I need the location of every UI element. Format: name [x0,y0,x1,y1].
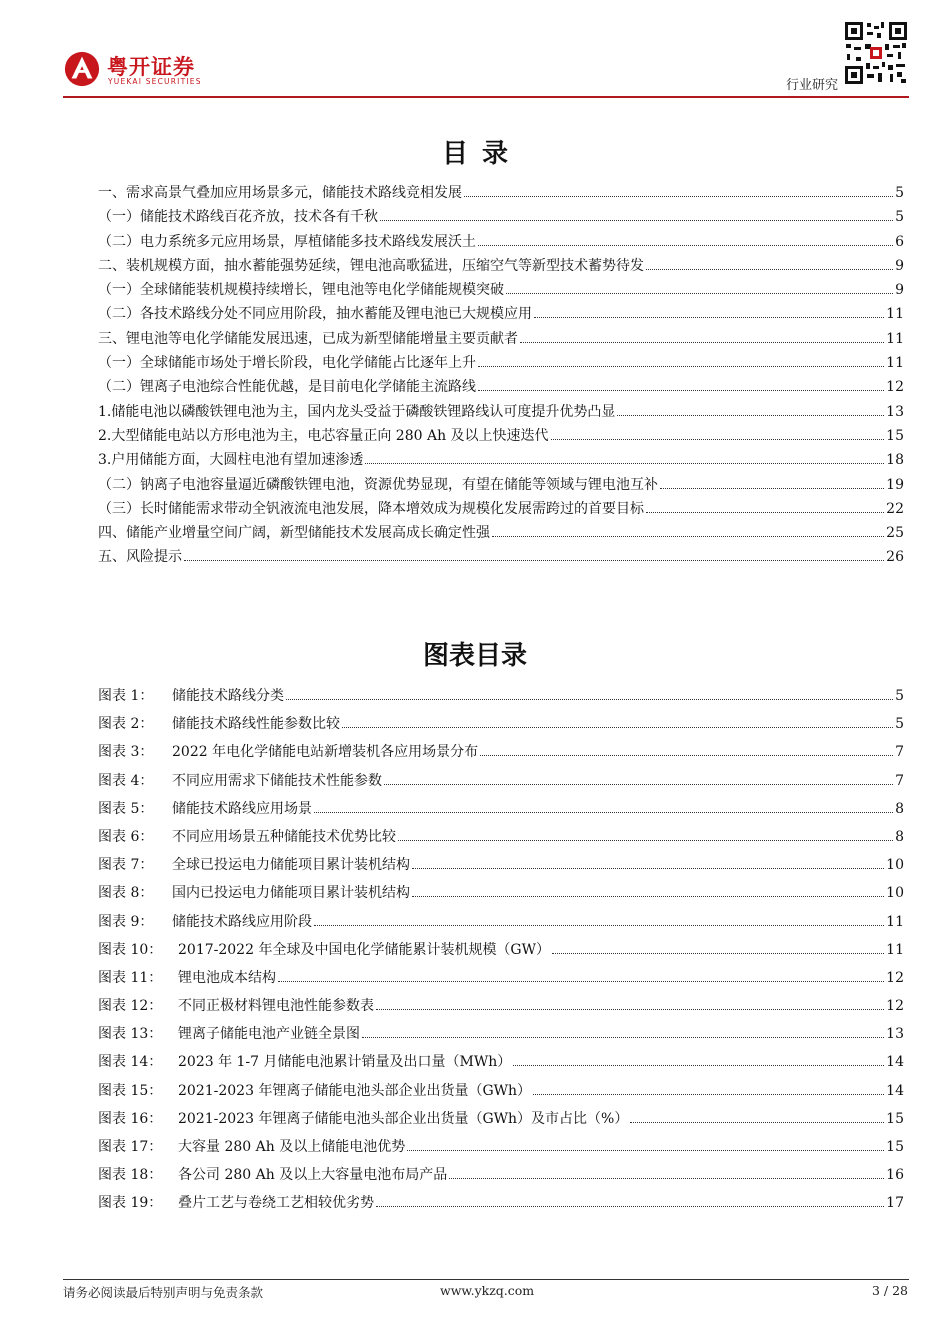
figure-list [98,686,904,1222]
figure-page: 8 [895,828,904,845]
figure-label: 2021-2023 年锂离子储能电池头部企业出货量（GWh）及市占比（%） [178,1110,629,1127]
figure-label: 不同应用场景五种储能技术优势比较 [172,828,396,845]
dot-leader [478,365,884,367]
toc-entry-label: 2.大型储能电站以方形电池为主，电芯容量正向 280 Ah 及以上快速迭代 [98,427,549,444]
toc-entry-page: 11 [886,306,904,323]
toc-entry-page: 22 [886,500,904,517]
figure-entry[interactable] [98,912,904,940]
dot-leader [362,1036,884,1038]
toc-entry[interactable] [98,329,904,353]
dot-leader [492,535,884,537]
toc-entry-page: 25 [886,525,904,542]
toc-entry[interactable] [98,450,904,474]
page-header [0,0,950,100]
toc-entry-page: 19 [886,476,904,493]
toc-entry[interactable] [98,377,904,401]
toc-entry-label: （三）长时储能需求带动全钒液流电池发展，降本增效成为规模化发展需跨过的首要目标 [98,500,644,517]
figure-page: 10 [886,857,904,874]
figure-entry[interactable] [98,1109,904,1137]
figure-page: 15 [886,1139,904,1155]
figure-page: 5 [895,688,904,704]
figure-label: 2021-2023 年锂离子储能电池头部企业出货量（GWh） [178,1082,532,1099]
toc-entry-label: （一）储能技术路线百花齐放，技术各有千秋 [98,209,378,226]
figure-number: 图表 6： [98,828,154,845]
figure-label: 不同正极材料锂电池性能参数表 [178,998,374,1015]
footer-disclaimer[interactable]: 请务必阅读最后特别声明与免责条款 [63,1285,264,1300]
figure-entry[interactable] [98,686,904,714]
dot-leader [478,244,893,246]
figure-page: 12 [886,998,904,1015]
toc-entry[interactable] [98,402,904,426]
figure-entry[interactable] [98,1137,904,1165]
figure-entry[interactable] [98,742,904,770]
toc-entry-page: 5 [895,185,904,201]
dot-leader [449,1177,884,1179]
figure-number: 图表 1： [98,688,154,704]
footer-divider [63,1279,909,1280]
dot-leader [646,268,893,270]
figure-number: 图表 18： [98,1167,163,1184]
figure-number: 图表 4： [98,772,154,789]
figure-number: 图表 9： [98,913,154,930]
figure-page: 7 [895,744,904,761]
figure-page: 14 [886,1054,904,1071]
figure-label: 储能技术路线分类 [172,688,284,704]
toc-entry[interactable] [98,183,904,207]
figure-number: 图表 7： [98,857,154,874]
figure-label: 大容量 280 Ah 及以上储能电池优势 [178,1139,406,1155]
toc-entry-label: 3.户用储能方面，大圆柱电池有望加速渗透 [98,452,364,469]
dot-leader [407,1149,884,1151]
toc-entry-page: 26 [886,549,904,566]
figure-number: 图表 8： [98,885,154,902]
figure-label: 锂电池成本结构 [178,969,276,986]
figure-label: 2022 年电化学储能电站新增装机各应用场景分布 [172,744,479,761]
toc-entry[interactable] [98,304,904,328]
toc-entry-page: 11 [886,355,904,372]
toc-title: 目录 [441,139,522,169]
figure-number: 图表 12： [98,998,163,1015]
figure-page: 13 [886,1026,904,1043]
figure-page: 12 [886,969,904,986]
figure-entry[interactable] [98,1052,904,1080]
toc-entry[interactable] [98,207,904,231]
figure-number: 图表 13： [98,1026,163,1043]
dot-leader [384,783,893,785]
dot-leader [506,292,893,294]
figure-label: 叠片工艺与卷绕工艺相较优劣势 [178,1195,374,1212]
toc-entry-label: （二）钠离子电池容量逼近磷酸铁锂电池，资源优势显现，有望在储能等领域与锂电池互补 [98,476,658,493]
figure-label: 全球已投运电力储能项目累计装机结构 [172,857,410,874]
figure-label: 各公司 280 Ah 及以上大容量电池布局产品 [178,1167,448,1184]
figure-label: 锂离子储能电池产业链全景图 [178,1026,360,1043]
toc-entry[interactable] [98,547,904,571]
toc-list [98,183,904,572]
qr-code-icon [843,20,909,86]
dot-leader [286,698,893,700]
figure-number: 图表 3： [98,744,154,761]
toc-entry-label: （二）电力系统多元应用场景，厚植储能多技术路线发展沃土 [98,233,476,250]
figure-entry[interactable] [98,827,904,855]
toc-entry[interactable] [98,523,904,547]
toc-entry[interactable] [98,232,904,256]
toc-entry-label: 一、需求高景气叠加应用场景多元，储能技术路线竞相发展 [98,185,462,201]
figure-page: 10 [886,885,904,902]
figure-entry[interactable] [98,799,904,827]
figure-entry[interactable] [98,771,904,799]
figure-entry[interactable] [98,940,904,968]
dot-leader [380,219,893,221]
toc-entry[interactable] [98,353,904,377]
toc-entry-label: （二）锂离子电池综合性能优越，是目前电化学储能主流路线 [98,379,476,396]
toc-entry-label: （一）全球储能装机规模持续增长，锂电池等电化学储能规模突破 [98,282,504,299]
dot-leader [376,1205,884,1207]
dot-leader [551,438,885,440]
figure-number: 图表 17： [98,1139,163,1155]
report-category: 行业研究 [785,78,838,93]
figure-entry[interactable] [98,714,904,742]
figure-page: 16 [886,1167,904,1184]
dot-leader [480,754,893,756]
toc-entry-label: 1.储能电池以磷酸铁锂电池为主，国内龙头受益于磷酸铁锂路线认可度提升优势凸显 [98,403,616,420]
figure-page: 11 [886,941,904,958]
dot-leader [342,726,893,728]
figure-label: 2023 年 1-7 月储能电池累计销量及出口量（MWh） [178,1054,512,1071]
toc-entry-label: （二）各技术路线分处不同应用阶段，抽水蓄能及锂电池已大规模应用 [98,306,532,323]
company-logo [63,50,223,90]
figure-number: 图表 10： [98,941,163,958]
toc-entry-page: 15 [886,427,904,444]
figure-number: 图表 2： [98,716,154,733]
toc-entry-page: 5 [895,209,904,226]
dot-leader [660,487,884,489]
figure-number: 图表 16： [98,1110,163,1127]
toc-entry[interactable] [98,426,904,450]
dot-leader [513,1064,884,1066]
figure-page: 14 [886,1082,904,1099]
figure-number: 图表 11： [98,969,163,986]
figure-page: 7 [895,772,904,789]
figure-label: 国内已投运电力储能项目累计装机结构 [172,885,410,902]
figure-entry[interactable] [98,996,904,1024]
figure-entry[interactable] [98,883,904,911]
figure-label: 2017-2022 年全球及中国电化学储能累计装机规模（GW） [178,941,551,958]
yuekai-logo-icon [63,50,101,88]
dot-leader [478,389,884,391]
figure-entry[interactable] [98,968,904,996]
dot-leader [314,811,893,813]
figure-entry[interactable] [98,1193,904,1221]
toc-entry-page: 9 [895,282,904,299]
toc-entry-label: 三、锂电池等电化学储能发展迅速，已成为新型储能增量主要贡献者 [98,330,518,347]
figure-entry[interactable] [98,1165,904,1193]
dot-leader [464,195,893,197]
toc-entry-page: 11 [886,330,904,347]
dot-leader [278,980,884,982]
dot-leader [184,559,884,561]
dot-leader [617,414,884,416]
figure-page: 5 [895,716,904,733]
brand-name-cn: 粤开证券 [107,55,195,79]
figure-page: 8 [895,800,904,817]
header-divider [63,96,909,98]
brand-name-en: YUEKAI SECURITIES [108,77,202,86]
figure-page: 11 [886,913,904,930]
figure-number: 图表 15： [98,1082,163,1099]
dot-leader [534,316,884,318]
dot-leader [365,462,884,464]
dot-leader [376,1008,884,1010]
toc-entry-label: 五、风险提示 [98,549,182,566]
figure-page: 15 [886,1110,904,1127]
toc-entry-label: 二、装机规模方面，抽水蓄能强势延续，锂电池高歌猛进，压缩空气等新型技术蓄势待发 [98,257,644,274]
figure-entry[interactable] [98,855,904,883]
toc-entry-page: 18 [886,452,904,469]
toc-entry-label: 四、储能产业增量空间广阔，新型储能技术发展高成长确定性强 [98,525,490,542]
dot-leader [412,867,884,869]
figure-list-title: 图表目录 [422,641,527,671]
toc-entry-page: 13 [886,403,904,420]
dot-leader [520,341,884,343]
figure-entry[interactable] [98,1024,904,1052]
figure-page: 17 [886,1195,904,1212]
toc-entry[interactable] [98,475,904,499]
dot-leader [646,511,884,513]
footer-page-indicator: 3 / 28 [871,1283,908,1298]
figure-label: 不同应用需求下储能技术性能参数 [172,772,382,789]
footer-website-link[interactable]: www.ykzq.com [440,1283,535,1298]
toc-entry[interactable] [98,256,904,280]
dot-leader [412,895,884,897]
figure-label: 储能技术路线性能参数比较 [172,716,340,733]
figure-number: 图表 14： [98,1054,163,1071]
figure-label: 储能技术路线应用场景 [172,800,312,817]
toc-entry-page: 9 [895,257,904,274]
figure-number: 图表 19： [98,1195,163,1212]
dot-leader [314,924,884,926]
toc-entry-page: 6 [895,233,904,250]
dot-leader [630,1121,884,1123]
figure-entry[interactable] [98,1081,904,1109]
toc-entry[interactable] [98,280,904,304]
figure-label: 储能技术路线应用阶段 [172,913,312,930]
toc-entry-label: （一）全球储能市场处于增长阶段，电化学储能占比逐年上升 [98,355,476,372]
toc-entry-page: 12 [886,379,904,396]
dot-leader [552,952,884,954]
dot-leader [533,1093,884,1095]
figure-number: 图表 5： [98,800,154,817]
toc-entry[interactable] [98,499,904,523]
dot-leader [398,839,893,841]
